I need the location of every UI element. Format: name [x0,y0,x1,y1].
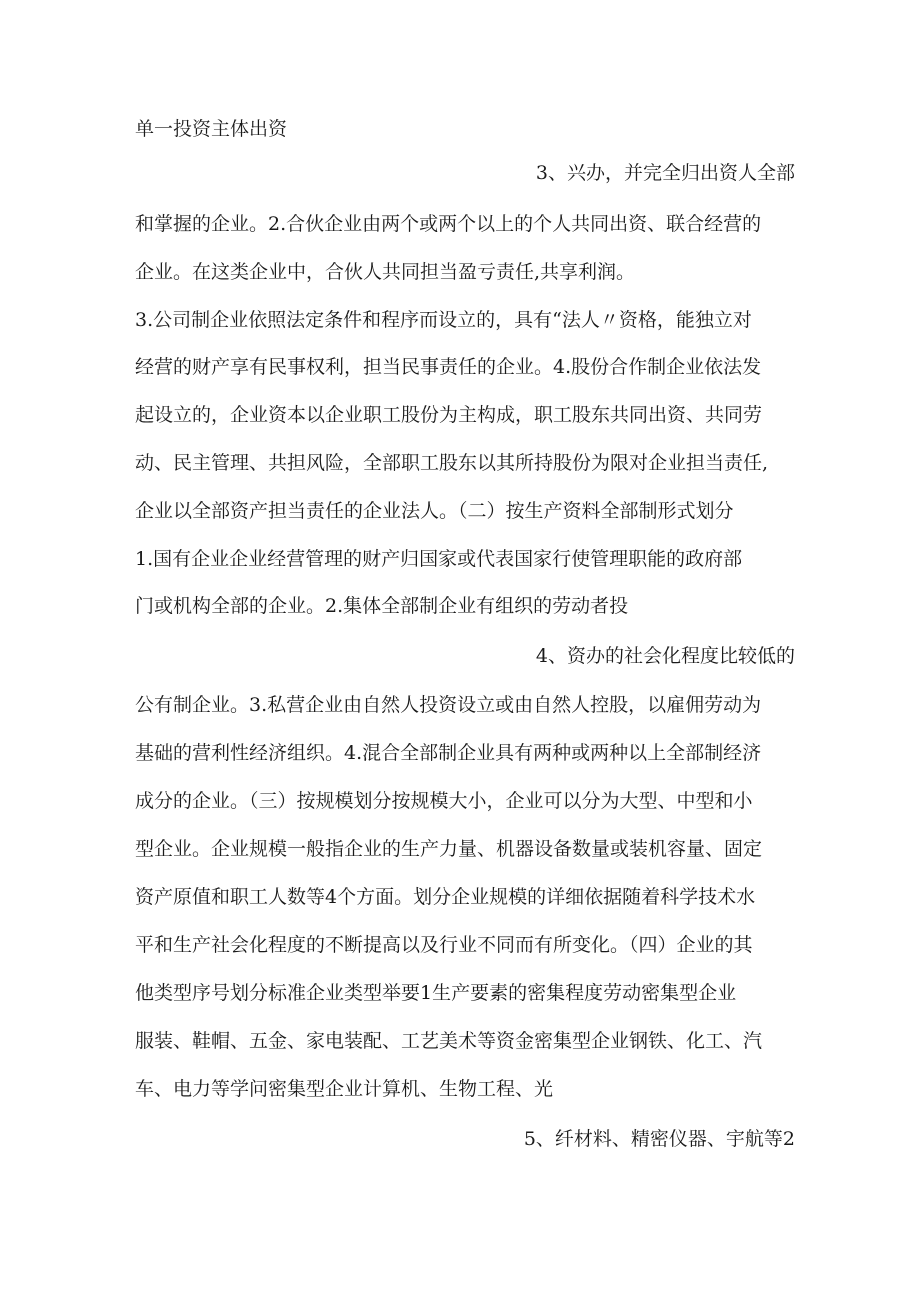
text-line-1: 单一投资主体出资 [135,118,288,140]
text-line-17: 资产原值和职工人数等4个方面。划分企业规模的详细依据随着科学技术水 [135,886,756,908]
text-line-15: 成分的企业。（三）按规模划分按规模大小，企业可以分为大型、中型和小 [135,790,753,812]
text-line-18: 平和生产社会化程度的不断提高以及行业不同而有所变化。（四）企业的其 [135,934,753,956]
text-line-3: 和掌握的企业。2.合伙企业由两个或两个以上的个人共同出资、联合经营的 [135,213,762,235]
text-line-4: 企业。在这类企业中，合伙人共同担当盈亏责任,共享利润。 [135,261,636,283]
text-line-19: 他类型序号划分标准企业类型举要1生产要素的密集程度劳动密集型企业 [135,982,737,1004]
text-line-16: 型企业。企业规模一般指企业的生产力量、机器设备数量或装机容量、固定 [135,838,763,860]
text-line-6: 经营的财产享有民事权利，担当民事责任的企业。4.股份合作制企业依法发 [135,356,762,378]
text-line-12: 4、资办的社会化程度比较低的 [535,645,795,667]
text-line-21: 车、电力等学问密集型企业计算机、生物工程、光 [135,1078,554,1100]
text-line-14: 基础的营利性经济组织。4.混合全部制企业具有两种或两种以上全部制经济 [135,742,762,764]
text-line-20: 服装、鞋帽、五金、家电装配、工艺美术等资金密集型企业钢铁、化工、汽 [135,1030,763,1052]
text-line-9: 企业以全部资产担当责任的企业法人。（二）按生产资料全部制形式划分 [135,500,734,522]
text-line-8: 动、民主管理、共担风险，全部职工股东以其所持股份为限对企业担当责任, [135,452,769,474]
text-line-13: 公有制企业。3.私营企业由自然人投资设立或由自然人控股，以雇佣劳动为 [135,694,762,716]
text-line-2: 3、兴办，并完全归出资人全部 [535,162,795,184]
text-line-10: 1.国有企业企业经营管理的财产归国家或代表国家行使管理职能的政府部 [135,548,743,570]
text-line-7: 起设立的，企业资本以企业职工股份为主构成，职工股东共同出资、共同劳 [135,404,763,426]
text-line-11: 门或机构全部的企业。2.集体全部制企业有组织的劳动者投 [135,595,629,617]
text-line-22: 5、纤材料、精密仪器、宇航等2 [523,1128,795,1150]
text-line-5: 3.公司制企业依照法定条件和程序而设立的，具有“法人〃资格，能独立对 [135,309,752,331]
